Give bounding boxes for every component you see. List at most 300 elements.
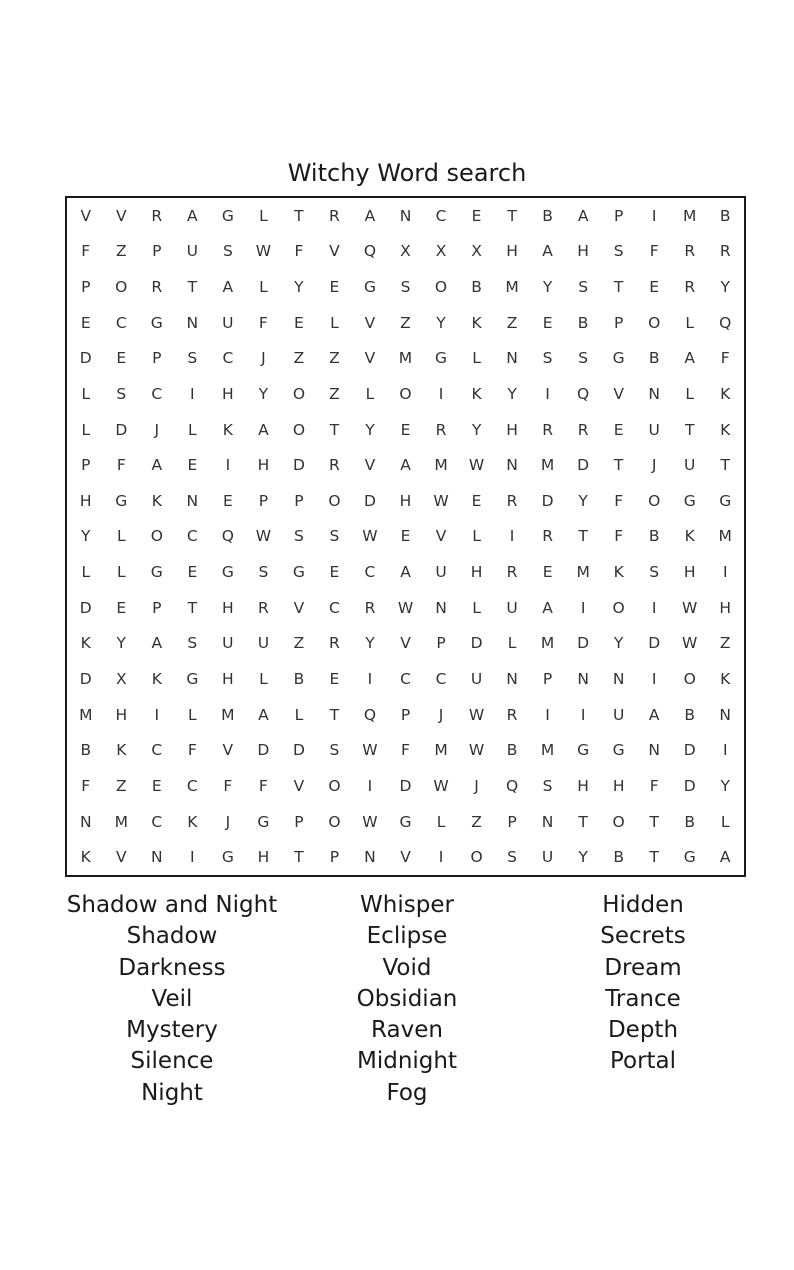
grid-letter: P (436, 634, 446, 653)
word-list (0, 890, 794, 1130)
grid-letter: C (186, 776, 198, 795)
grid-letter: Q (505, 776, 519, 795)
grid-letter: O (328, 491, 341, 510)
grid-letter: R (719, 242, 731, 261)
grid-letter: U (648, 420, 660, 439)
grid-letter: L (330, 313, 339, 332)
grid-letter: K (151, 670, 162, 689)
grid-letter: P (152, 349, 162, 368)
grid-letter: H (222, 598, 234, 617)
grid-letter: Y (116, 634, 127, 653)
grid-letter: A (542, 598, 553, 617)
grid-letter: O (648, 313, 661, 332)
grid-letter: C (151, 741, 163, 760)
grid-letter: N (435, 598, 447, 617)
grid-letter: C (186, 527, 198, 546)
grid-letter: N (577, 670, 589, 689)
grid-letter: T (329, 705, 340, 724)
grid-letter: B (506, 741, 518, 760)
word-list-item: Mystery (126, 1017, 218, 1044)
grid-letter: E (80, 313, 91, 332)
grid-letter: C (329, 598, 340, 617)
grid-letter: P (542, 670, 553, 689)
grid-letter: Y (436, 313, 446, 332)
grid-letter: T (649, 848, 659, 867)
grid-letter: U (506, 598, 518, 617)
grid-letter: I (722, 563, 728, 582)
grid-letter: N (151, 848, 163, 867)
grid-letter: G (683, 491, 696, 510)
grid-letter: W (362, 527, 378, 546)
grid-letter: U (470, 670, 483, 689)
grid-letter: L (188, 705, 197, 724)
grid-letter: A (187, 206, 198, 225)
grid-letter: Q (363, 242, 377, 261)
grid-letter: V (435, 527, 447, 546)
grid-letter: Y (294, 278, 304, 297)
grid-letter: O (648, 491, 661, 510)
grid-letter: K (720, 670, 731, 689)
grid-letter: B (542, 206, 553, 225)
grid-letter: S (329, 527, 340, 546)
grid-letter: E (294, 313, 304, 332)
word-list-item: Silence (130, 1048, 214, 1075)
grid-letter: Y (365, 634, 375, 653)
grid-letter: Y (578, 848, 588, 867)
grid-letter: A (364, 206, 376, 225)
grid-letter: N (648, 384, 660, 403)
grid-letter: Q (577, 384, 590, 403)
grid-letter: U (541, 848, 554, 867)
word-list-item: Midnight (357, 1048, 457, 1075)
grid-letter: O (115, 278, 128, 297)
grid-letter: R (542, 420, 553, 439)
grid-letter: F (81, 242, 91, 261)
word-list-column-3 (533, 890, 753, 1078)
grid-letter: T (720, 456, 730, 475)
grid-letter: P (81, 456, 91, 475)
grid-letter: L (259, 670, 268, 689)
grid-letter: X (115, 670, 127, 689)
grid-letter: T (294, 848, 304, 867)
grid-letter: A (577, 206, 589, 225)
grid-letter: R (258, 598, 269, 617)
grid-letter: S (507, 848, 517, 867)
word-list-item: Eclipse (366, 923, 448, 950)
grid-letter: T (187, 598, 198, 617)
word-list-item: Veil (151, 985, 193, 1012)
grid-letter: A (222, 278, 234, 297)
grid-letter: H (470, 563, 483, 582)
grid-letter: F (81, 776, 91, 795)
grid-letter: W (362, 741, 378, 760)
grid-letter: J (438, 705, 444, 724)
word-list-item: Night (141, 1079, 203, 1106)
grid-letter: M (540, 456, 555, 475)
grid-letter: L (436, 812, 446, 831)
grid-letter: N (506, 349, 518, 368)
grid-letter: P (294, 491, 304, 510)
grid-letter: L (188, 420, 197, 439)
grid-letter: L (720, 812, 730, 831)
grid-letter: W (255, 242, 272, 261)
grid-letter: L (81, 420, 91, 439)
grid-letter: Z (719, 634, 731, 653)
grid-letter: C (151, 384, 163, 403)
grid-letter: L (472, 349, 481, 368)
grid-letter: O (434, 278, 448, 297)
grid-letter: T (613, 278, 624, 297)
grid-letter: A (258, 420, 269, 439)
grid-letter: L (81, 563, 91, 582)
grid-letter: H (222, 670, 234, 689)
grid-letter: G (150, 563, 163, 582)
grid-letter: B (471, 278, 482, 297)
grid-letter: N (506, 670, 518, 689)
grid-letter: B (684, 812, 696, 831)
grid-letter: T (329, 420, 340, 439)
grid-letter: B (648, 349, 660, 368)
grid-letter: B (80, 741, 92, 760)
grid-letter: K (684, 527, 695, 546)
word-list-item: Dream (604, 954, 682, 981)
grid-letter: G (683, 848, 696, 867)
grid-letter: T (578, 812, 588, 831)
grid-letter: E (187, 563, 198, 582)
grid-letter: N (541, 812, 554, 831)
grid-letter: H (506, 420, 518, 439)
grid-letter: M (79, 705, 93, 724)
grid-letter: M (683, 206, 697, 225)
grid-letter: U (222, 634, 234, 653)
grid-letter: C (435, 670, 447, 689)
grid-letter: S (293, 527, 304, 546)
grid-letter: E (329, 278, 340, 297)
grid-letter: I (651, 206, 657, 225)
grid-letter: V (293, 776, 305, 795)
grid-letter: F (401, 741, 410, 760)
grid-letter: R (364, 598, 376, 617)
grid-letter: G (221, 848, 234, 867)
grid-letter: L (365, 384, 375, 403)
grid-letter: Z (400, 313, 411, 332)
grid-letter: P (613, 206, 624, 225)
word-list-column-2 (297, 890, 517, 1109)
grid-letter: Y (720, 278, 730, 297)
grid-letter: G (150, 313, 163, 332)
grid-letter: R (577, 420, 589, 439)
grid-letter: R (329, 456, 340, 475)
grid-letter: E (116, 349, 127, 368)
grid-letter: I (154, 705, 160, 724)
grid-letter: W (433, 491, 449, 510)
grid-letter: W (468, 741, 485, 760)
grid-letter: M (505, 278, 519, 297)
grid-letter: D (648, 634, 661, 653)
grid-letter: B (613, 848, 624, 867)
grid-letter: E (151, 776, 162, 795)
grid-letter: E (471, 206, 482, 225)
grid-letter: N (612, 670, 625, 689)
grid-letter: N (719, 705, 732, 724)
grid-letter: W (362, 812, 378, 831)
grid-letter: M (434, 741, 448, 760)
grid-letter: S (542, 776, 553, 795)
grid-letter: Z (115, 776, 127, 795)
grid-letter: G (612, 349, 625, 368)
grid-letter: Y (471, 420, 482, 439)
grid-letter: H (257, 848, 270, 867)
grid-letter: K (720, 420, 731, 439)
grid-letter: R (151, 206, 163, 225)
grid-letter: N (186, 313, 199, 332)
grid-letter: I (651, 670, 657, 689)
grid-letter: P (152, 242, 162, 261)
grid-letter: W (682, 598, 698, 617)
grid-letter: H (612, 776, 625, 795)
grid-letter: N (506, 456, 518, 475)
grid-letter: W (433, 776, 449, 795)
grid-letter: I (367, 670, 373, 689)
grid-letter: N (399, 206, 412, 225)
grid-letter: E (222, 491, 233, 510)
word-list-item: Shadow and Night (66, 892, 278, 918)
grid-letter: S (187, 349, 198, 368)
grid-letter: X (400, 242, 411, 261)
grid-letter: H (222, 384, 234, 403)
grid-letter: D (541, 491, 554, 510)
grid-letter: F (116, 456, 126, 475)
grid-letter: D (79, 670, 92, 689)
grid-letter: R (542, 527, 553, 546)
grid-letter: U (186, 242, 199, 261)
grid-letter: E (400, 420, 411, 439)
grid-letter: M (576, 563, 590, 582)
grid-letter: R (435, 420, 447, 439)
grid-letter: I (545, 384, 550, 403)
grid-letter: O (612, 598, 625, 617)
grid-letter: L (116, 527, 126, 546)
grid-letter: R (684, 278, 696, 297)
grid-letter: X (435, 242, 447, 261)
grid-letter: Y (365, 420, 375, 439)
grid-letter: G (399, 812, 412, 831)
grid-letter: D (683, 741, 696, 760)
grid-letter: G (435, 349, 448, 368)
grid-letter: S (613, 242, 624, 261)
grid-letter: G (292, 563, 305, 582)
grid-letter: P (507, 812, 517, 831)
grid-letter: D (79, 598, 92, 617)
grid-letter: F (614, 527, 624, 546)
grid-letter: A (648, 705, 660, 724)
grid-letter: Z (115, 242, 127, 261)
grid-letter: D (257, 741, 270, 760)
grid-letter: V (222, 741, 234, 760)
grid-letter: G (221, 563, 234, 582)
grid-letter: P (258, 491, 269, 510)
grid-letter: C (435, 206, 447, 225)
word-list-item: Obsidian (356, 985, 458, 1012)
grid-letter: S (578, 349, 589, 368)
grid-letter: L (259, 206, 268, 225)
grid-letter: E (542, 563, 553, 582)
word-list-item: Fog (386, 1079, 428, 1106)
grid-letter: I (367, 776, 373, 795)
grid-letter: J (651, 456, 657, 475)
grid-letter: V (80, 206, 92, 225)
grid-letter: L (472, 527, 481, 546)
word-list-item: Darkness (118, 954, 226, 981)
grid-letter: J (474, 776, 479, 795)
grid-letter: A (400, 456, 411, 475)
grid-letter: V (293, 598, 305, 617)
grid-letter: D (577, 456, 590, 475)
grid-letter: U (684, 456, 696, 475)
grid-letter: Y (613, 634, 624, 653)
grid-letter: K (187, 812, 198, 831)
grid-letter: D (364, 491, 376, 510)
grid-letter: I (225, 456, 231, 475)
grid-letter: Z (471, 812, 482, 831)
grid-letter: Y (258, 384, 269, 403)
grid-letter: E (613, 420, 624, 439)
grid-letter: D (79, 349, 92, 368)
grid-letter: R (151, 278, 163, 297)
grid-letter: U (435, 563, 447, 582)
grid-letter: L (685, 384, 695, 403)
grid-letter: G (719, 491, 732, 510)
grid-letter: V (115, 848, 127, 867)
grid-letter: S (187, 634, 198, 653)
grid-letter: T (613, 456, 624, 475)
grid-letter: F (649, 242, 659, 261)
grid-letter: F (649, 776, 659, 795)
grid-letter: E (329, 670, 340, 689)
grid-letter: K (80, 848, 91, 867)
grid-letter: X (471, 242, 482, 261)
grid-letter: J (154, 420, 160, 439)
grid-letter: C (115, 313, 127, 332)
grid-letter: M (221, 705, 235, 724)
grid-letter: I (651, 598, 657, 617)
grid-letter: B (577, 313, 589, 332)
grid-letter: C (400, 670, 411, 689)
word-list-column-1 (62, 890, 282, 1109)
grid-letter: D (292, 456, 305, 475)
grid-letter: I (509, 527, 515, 546)
grid-letter: L (81, 384, 91, 403)
grid-letter: O (683, 670, 696, 689)
grid-letter: T (649, 812, 659, 831)
grid-letter: Z (329, 384, 340, 403)
grid-letter: Q (363, 705, 377, 724)
grid-letter: A (258, 705, 269, 724)
grid-letter: V (400, 634, 411, 653)
grid-letter: Y (507, 384, 517, 403)
grid-letter: P (400, 705, 411, 724)
grid-letter: I (190, 848, 195, 867)
grid-letter: A (719, 848, 731, 867)
grid-letter: Y (578, 491, 588, 510)
grid-letter: P (329, 848, 340, 867)
grid-letter: R (329, 206, 340, 225)
grid-letter: O (328, 776, 341, 795)
grid-letter: H (719, 598, 732, 617)
grid-letter: D (577, 634, 590, 653)
grid-letter: U (257, 634, 270, 653)
grid-letter: H (257, 456, 270, 475)
grid-letter: V (115, 206, 127, 225)
grid-letter: S (329, 741, 340, 760)
grid-letter: E (116, 598, 127, 617)
grid-letter: V (364, 313, 376, 332)
grid-letter: G (257, 812, 270, 831)
grid-letter: D (399, 776, 412, 795)
grid-letter: K (151, 491, 162, 510)
grid-letter: H (115, 705, 128, 724)
grid-letter: M (434, 456, 448, 475)
grid-letter: I (438, 384, 444, 403)
grid-letter: O (292, 420, 306, 439)
grid-letter: B (684, 705, 696, 724)
grid-letter: V (329, 242, 340, 261)
grid-letter: Z (293, 349, 305, 368)
grid-letter: I (438, 848, 444, 867)
grid-letter: S (649, 563, 660, 582)
grid-letter: F (187, 741, 197, 760)
grid-letter: I (722, 741, 728, 760)
grid-letter: O (328, 812, 341, 831)
grid-letter: I (190, 384, 195, 403)
grid-letter: H (577, 776, 589, 795)
grid-letter: N (186, 491, 199, 510)
grid-letter: L (472, 598, 481, 617)
grid-letter: R (506, 705, 518, 724)
grid-letter: I (545, 705, 550, 724)
grid-letter: P (81, 278, 91, 297)
grid-letter: Z (329, 349, 340, 368)
grid-letter: T (578, 527, 588, 546)
grid-letter: R (684, 242, 696, 261)
grid-letter: D (470, 634, 483, 653)
grid-letter: G (612, 741, 625, 760)
grid-letter: K (116, 741, 127, 760)
grid-letter: Z (293, 634, 305, 653)
grid-letter: A (400, 563, 411, 582)
grid-letter: S (542, 349, 553, 368)
grid-letter: I (580, 598, 586, 617)
word-list-item: Void (382, 954, 432, 981)
grid-letter: S (222, 242, 233, 261)
word-list-item: Portal (609, 1048, 677, 1075)
word-list-item: Whisper (360, 892, 454, 918)
grid-letter: N (648, 741, 660, 760)
grid-letter: A (151, 456, 163, 475)
grid-letter: F (258, 313, 268, 332)
grid-letter: E (649, 278, 660, 297)
grid-letter: Y (720, 776, 730, 795)
grid-letter: O (292, 384, 306, 403)
grid-letter: G (186, 670, 199, 689)
grid-letter: H (683, 563, 696, 582)
grid-letter: A (542, 242, 553, 261)
grid-letter: U (222, 313, 234, 332)
grid-letter: A (151, 634, 163, 653)
puzzle-title: Witchy Word search (287, 159, 527, 187)
grid-letter: C (364, 563, 376, 582)
word-list-item: Hidden (602, 892, 684, 918)
